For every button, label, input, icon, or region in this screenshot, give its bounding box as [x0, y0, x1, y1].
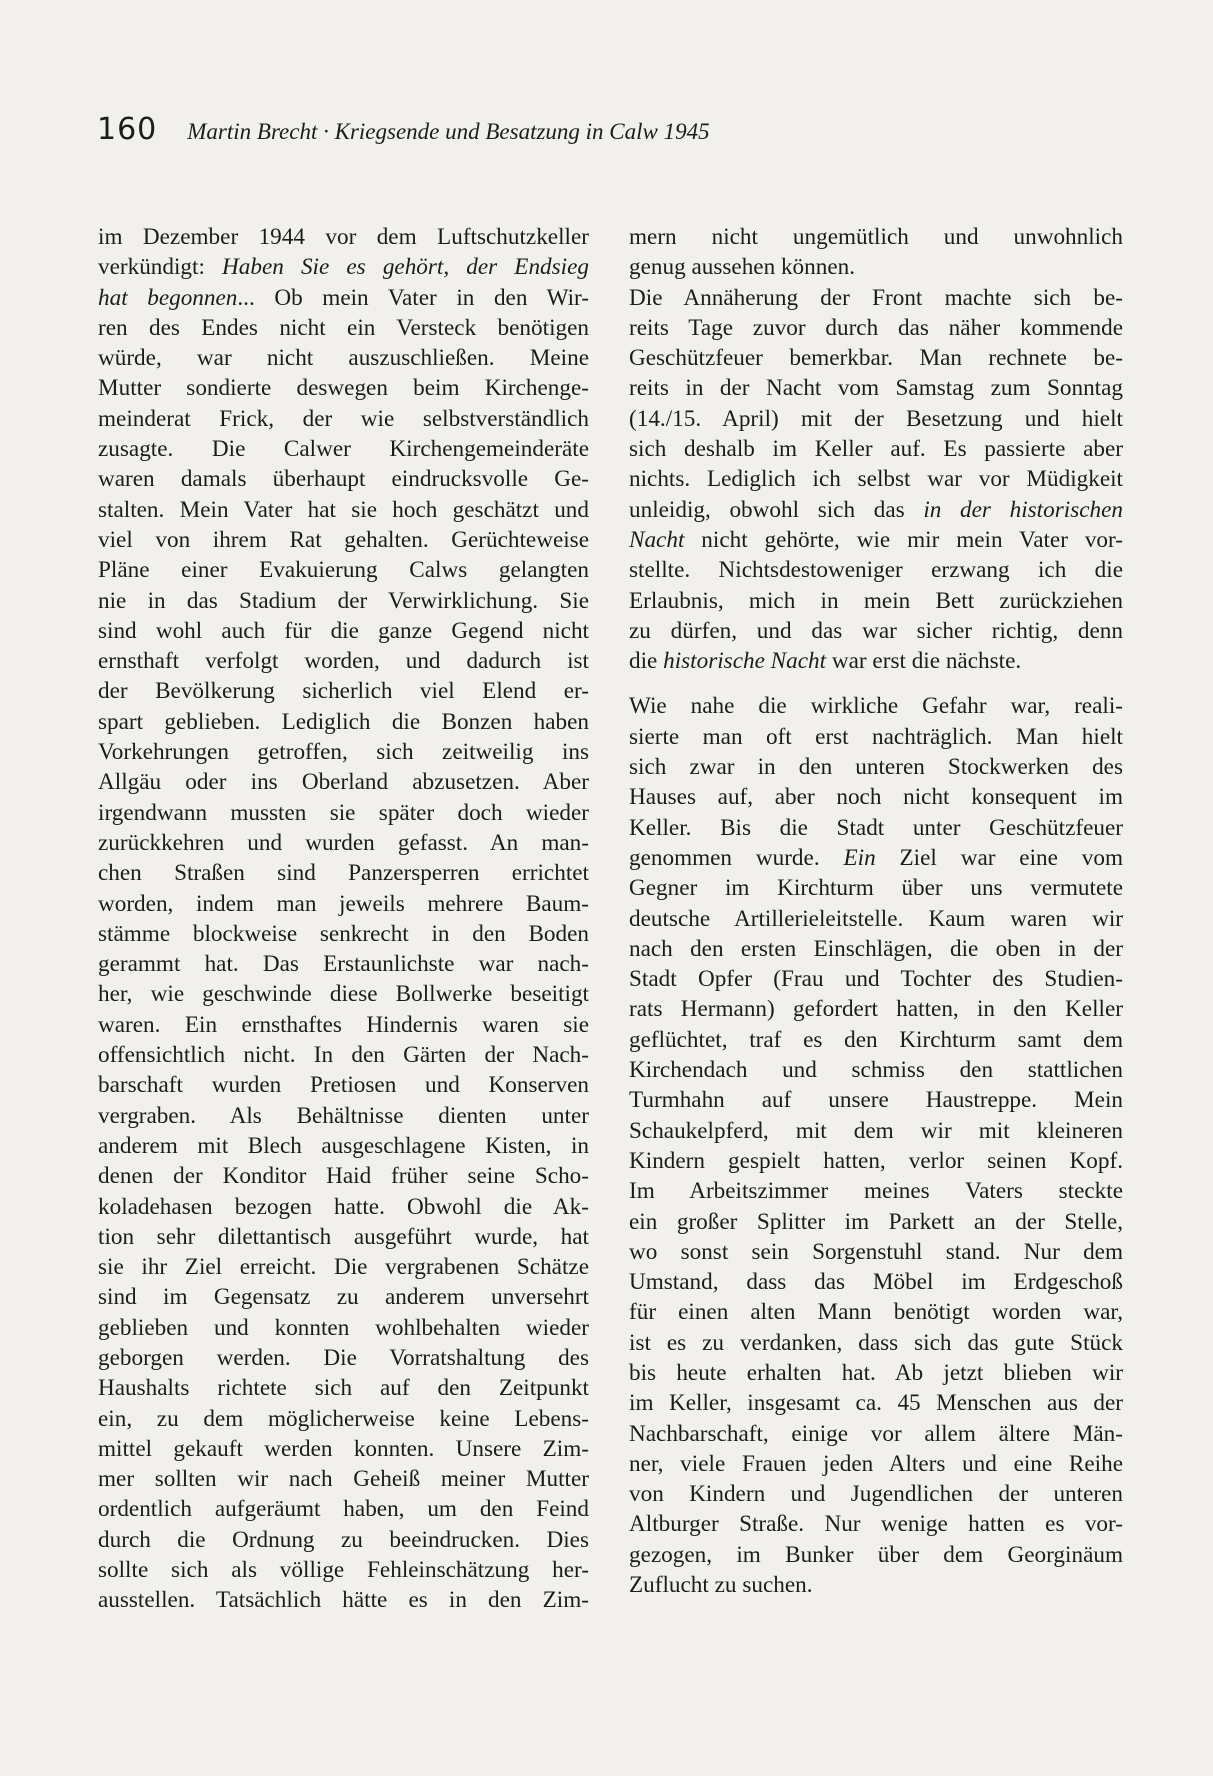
text-line: Pläne einer Evakuierung Calws gelangten	[98, 557, 589, 584]
text-line: sich deshalb im Keller auf. Es passierte aber	[629, 436, 1123, 463]
text-line: Mutter sondierte deswegen beim Kirchenge-	[98, 375, 589, 402]
text-line: geflüchtet, traf es den Kirchturm samt dem	[629, 1026, 1123, 1053]
text-line: anderem mit Blech ausgeschlagene Kisten, in	[98, 1132, 589, 1159]
text-line: Erlaubnis, mich in mein Bett zurückziehen	[629, 587, 1123, 614]
text-line: ordentlich aufgeräumt haben, um den Feind	[98, 1496, 589, 1523]
text-line: für einen alten Mann benötigt worden war,	[629, 1299, 1123, 1326]
text-line: Vorkehrungen getroffen, sich zeitweilig ins	[98, 739, 589, 766]
left-column-text	[98, 222, 589, 1616]
text-line: Kirchendach und schmiss den stattlichen	[629, 1057, 1123, 1084]
text-line: reits in der Nacht vom Samstag zum Sonntag	[629, 375, 1123, 402]
text-line: nichts. Lediglich ich selbst war vor Müdigkeit	[629, 466, 1123, 493]
text-line: Hauses auf, aber noch nicht konsequent im	[629, 784, 1123, 811]
text-line: (14./15. April) mit der Besetzung und hielt	[629, 405, 1123, 432]
text-line: durch die Ordnung zu beeindrucken. Dies	[98, 1526, 589, 1553]
text-line: chen Straßen sind Panzersperren errichtet	[98, 860, 589, 887]
text-line: zu dürfen, und das war sicher richtig, denn	[629, 617, 1123, 644]
text-line: genug aussehen können.	[629, 254, 856, 281]
text-line: ist es zu verdanken, dass sich das gute Stück	[629, 1329, 1123, 1356]
text-line: Wie nahe die wirkliche Gefahr war, reali-	[629, 693, 1123, 720]
text-line: sie ihr Ziel erreicht. Die vergrabenen Schätze	[98, 1254, 589, 1281]
right-column	[629, 222, 1123, 1600]
text-line: mittel gekauft werden konnten. Unsere Zim-	[98, 1435, 589, 1462]
text-line: Gegner im Kirchturm über uns vermutete	[629, 875, 1123, 902]
text-line: von Kindern und Jugendlichen der unteren	[629, 1481, 1123, 1508]
text-line: stalten. Mein Vater hat sie hoch geschätzt und	[98, 496, 589, 523]
text-line: stellte. Nichtsdestoweniger erzwang ich die	[629, 557, 1123, 584]
text-line: geborgen werden. Die Vorratshaltung des	[98, 1344, 589, 1371]
text-line: sind wohl auch für die ganze Gegend nicht	[98, 617, 589, 644]
text-line: sich zwar in den unteren Stockwerken des	[629, 754, 1123, 781]
text-line: koladehasen bezogen hatte. Obwohl die Ak-	[98, 1193, 589, 1220]
text-line: sierte man oft erst nachträglich. Man hielt	[629, 723, 1123, 750]
text-line: unleidig, obwohl sich das in der historischen	[629, 496, 1123, 523]
text-line: sind im Gegensatz zu anderem unversehrt	[98, 1284, 589, 1311]
text-line: gezogen, im Bunker über dem Georginäum	[629, 1541, 1123, 1568]
text-line: verkündigt: Haben Sie es gehört, der Endsieg	[98, 254, 589, 281]
text-line: geblieben und konnten wohlbehalten wieder	[98, 1314, 589, 1341]
text-line: Turmhahn auf unsere Haustreppe. Mein	[629, 1087, 1123, 1114]
text-line: offensichtlich nicht. In den Gärten der Nach-	[98, 1042, 589, 1069]
text-line: barschaft wurden Pretiosen und Konserven	[98, 1072, 589, 1099]
text-line: worden, indem man jeweils mehrere Baum-	[98, 890, 589, 917]
text-line: wo sonst sein Sorgenstuhl stand. Nur dem	[629, 1238, 1123, 1265]
text-line: Schaukelpferd, mit dem wir mit kleineren	[629, 1117, 1123, 1144]
text-line: irgendwann mussten sie später doch wieder	[98, 799, 589, 826]
right-column-paragraph-1	[629, 222, 1123, 676]
paragraph-gap	[629, 676, 1123, 691]
text-line: vergraben. Als Behältnisse dienten unter	[98, 1102, 589, 1129]
text-line: Im Arbeitszimmer meines Vaters steckte	[629, 1178, 1123, 1205]
text-line: würde, war nicht auszuschließen. Meine	[98, 345, 589, 372]
left-column	[98, 222, 589, 1616]
text-line: genommen wurde. Ein Ziel war eine vom	[629, 844, 1123, 871]
text-line: nach den ersten Einschlägen, die oben in der	[629, 935, 1123, 962]
text-line: mern nicht ungemütlich und unwohnlich	[629, 224, 1123, 250]
text-line: waren damals überhaupt eindrucksvolle Ge-	[98, 466, 589, 493]
text-line: im Keller, insgesamt ca. 45 Menschen aus der	[629, 1390, 1123, 1417]
text-line: zusagte. Die Calwer Kirchengemeinderäte	[98, 436, 589, 463]
text-line: Altburger Straße. Nur wenige hatten es vor-	[629, 1511, 1123, 1538]
text-line: tion sehr dilettantisch ausgeführt wurde, hat	[98, 1223, 589, 1250]
text-line: ein großer Splitter im Parkett an der Stelle,	[629, 1208, 1123, 1235]
text-line: ren des Endes nicht ein Versteck benötigen	[98, 314, 589, 341]
text-line: nie in das Stadium der Verwirklichung. Sie	[98, 587, 589, 614]
text-line: Kindern gespielt hatten, verlor seinen Kopf.	[629, 1147, 1123, 1174]
text-line: die historische Nacht war erst die nächste.	[629, 648, 1022, 675]
text-line: ein, zu dem möglicherweise keine Lebens-	[98, 1405, 589, 1432]
text-line: mer sollten wir nach Geheiß meiner Mutter	[98, 1466, 589, 1493]
text-line: im Dezember 1944 vor dem Luftschutzkeller	[98, 224, 589, 250]
text-line: rats Hermann) gefordert hatten, in den Keller	[629, 996, 1123, 1023]
text-line: der Bevölkerung sicherlich viel Elend er-	[98, 678, 589, 705]
text-line: Haushalts richtete sich auf den Zeitpunkt	[98, 1375, 589, 1402]
text-line: zurückkehren und wurden gefasst. An man-	[98, 829, 589, 856]
text-line: bis heute erhalten hat. Ab jetzt blieben wir	[629, 1359, 1123, 1386]
text-line: ernsthaft verfolgt worden, und dadurch ist	[98, 648, 589, 675]
text-line: viel von ihrem Rat gehalten. Gerüchteweise	[98, 526, 589, 553]
text-line: ner, viele Frauen jeden Alters und eine Reihe	[629, 1450, 1123, 1477]
text-line: Allgäu oder ins Oberland abzusetzen. Aber	[98, 769, 589, 796]
text-line: waren. Ein ernsthaftes Hindernis waren sie	[98, 1011, 589, 1038]
text-line: sollte sich als völlige Fehleinschätzung her-	[98, 1557, 589, 1584]
text-line: meinderat Frick, der wie selbstverständlich	[98, 405, 589, 432]
text-line: Geschützfeuer bemerkbar. Man rechnete be-	[629, 345, 1123, 372]
text-line: hat begonnen... Ob mein Vater in den Wir-	[98, 284, 589, 311]
right-column-paragraph-2	[629, 691, 1123, 1600]
text-line: reits Tage zuvor durch das näher kommende	[629, 314, 1123, 341]
text-line: ausstellen. Tatsächlich hätte es in den Zim-	[98, 1587, 589, 1614]
text-line: Nachbarschaft, einige vor allem ältere Män-	[629, 1420, 1123, 1447]
text-line: spart geblieben. Lediglich die Bonzen haben	[98, 708, 589, 735]
text-line: Stadt Opfer (Frau und Tochter des Studien-	[629, 966, 1123, 993]
text-line: her, wie geschwinde diese Bollwerke beseitigt	[98, 981, 589, 1008]
text-line: gerammt hat. Das Erstaunlichste war nach-	[98, 951, 589, 978]
text-line: denen der Konditor Haid früher seine Scho-	[98, 1163, 589, 1190]
text-line: Die Annäherung der Front machte sich be-	[629, 284, 1123, 311]
text-line: Umstand, dass das Möbel im Erdgeschoß	[629, 1269, 1123, 1296]
text-line: stämme blockweise senkrecht in den Boden	[98, 920, 589, 947]
page-header	[97, 112, 710, 147]
page-number: 160	[97, 112, 158, 147]
text-line: Nacht nicht gehörte, wie mir mein Vater vor-	[629, 526, 1123, 553]
text-line: Keller. Bis die Stadt unter Geschützfeuer	[629, 814, 1123, 841]
running-head: Martin Brecht · Kriegsende und Besatzung in Calw 1945	[187, 119, 710, 144]
text-line: Zuflucht zu suchen.	[629, 1572, 813, 1599]
text-line: deutsche Artillerieleitstelle. Kaum waren wir	[629, 905, 1123, 932]
